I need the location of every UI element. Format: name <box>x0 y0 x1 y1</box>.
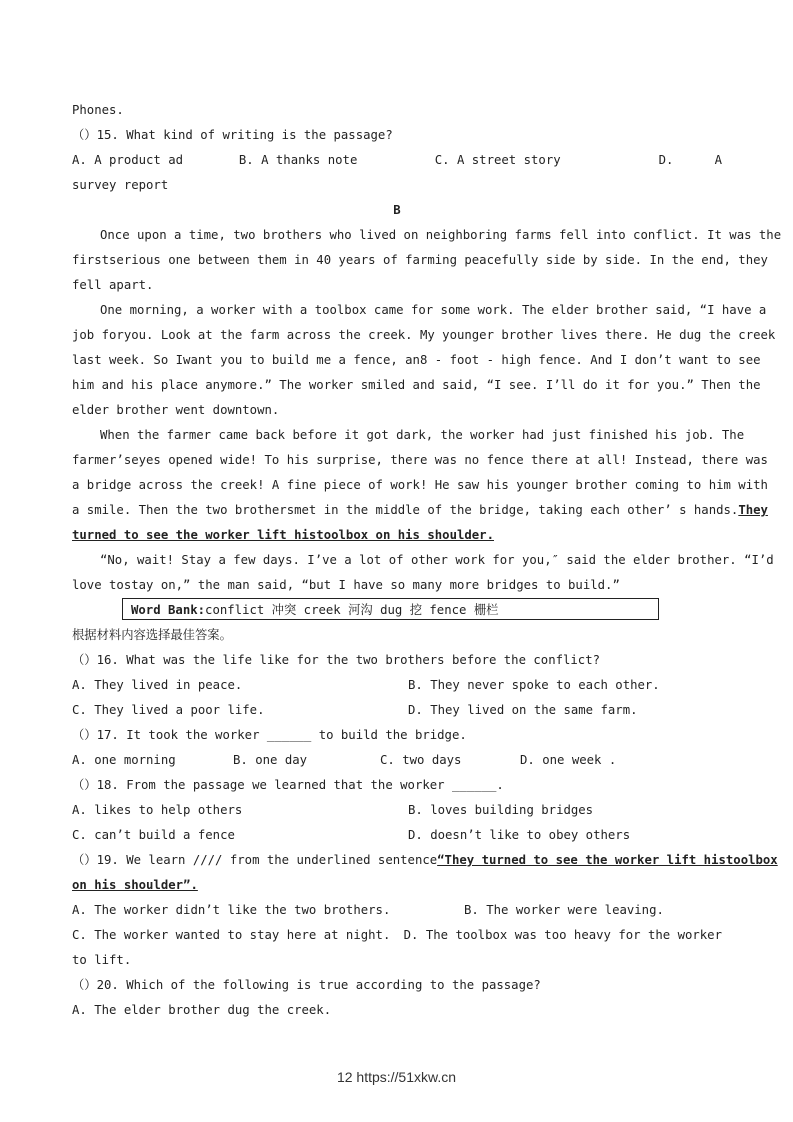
passage-line: job foryou. Look at the farm across the creek. My younger brother lives there. He dug the creek <box>72 328 776 342</box>
passage-line: last week. So Iwant you to build me a fence, an8 - foot - high fence. And I don’t want to see <box>72 353 761 367</box>
text-line: Phones. <box>72 103 124 117</box>
passage-line <box>72 523 722 548</box>
question-18-options <box>72 823 722 848</box>
section-heading: B <box>393 203 401 217</box>
question-19-text: （）19. We learn //// from the underlined sentence <box>72 853 438 867</box>
question-19-cont <box>72 873 722 898</box>
question-15-option-d-cont: survey report <box>72 178 169 192</box>
passage-line: Once upon a time, two brothers who lived on neighboring farms fell into conflict. It was the <box>100 228 782 242</box>
question-16-options <box>72 673 722 698</box>
option-a: A. A product ad <box>72 153 184 167</box>
word-bank-label: Word Bank: <box>131 603 206 617</box>
passage-line <box>72 498 768 523</box>
option-d: D. <box>658 153 674 167</box>
option-b: B. A thanks note <box>238 153 358 167</box>
option-d: D. one week . <box>520 753 617 767</box>
question-18: （）18. From the passage we learned that the worker ______. <box>72 778 504 792</box>
passage-text: a smile. Then the two brothersmet in the middle of the bridge, taking each other’ s hands. <box>72 503 739 517</box>
passage-line: “No, wait! Stay a few days. I’ve a lot of other work for you,″ said the elder brother. “I’d <box>100 553 774 567</box>
option-c: C. The worker wanted to stay here at night. <box>72 928 391 942</box>
option-d-text: A <box>714 153 722 167</box>
passage-line: a bridge across the creek! A fine piece of work! He saw his younger brother coming to him with <box>72 478 768 492</box>
passage-line: fell apart. <box>72 278 154 292</box>
option-a: A. likes to help others <box>72 803 243 817</box>
passage-line: him and his place anymore.” The worker smiled and said, “I see. I’ll do it for you.” Then the <box>72 378 761 392</box>
question-19-option-d-cont: to lift. <box>72 953 132 967</box>
question-19-quote: “They turned to see the worker lift histoolbox <box>437 853 778 867</box>
passage-line: One morning, a worker with a toolbox came for some work. The elder brother said, “I have a <box>100 303 767 317</box>
option-d: D. The toolbox was too heavy for the worker <box>403 928 722 942</box>
question-18-options <box>72 798 722 823</box>
passage-line: love tostay on,” the man said, “but I have so many more bridges to build.” <box>72 578 620 592</box>
question-19-quote-end: on his shoulder”. <box>72 878 198 892</box>
page-footer: 12 https://51xkw.cn <box>336 1069 457 1085</box>
question-19-options <box>72 923 722 948</box>
question-19-options <box>72 898 722 923</box>
word-bank-box <box>122 598 659 620</box>
passage-line: firstserious one between them in 40 years of farming peacefully side by side. In the end, they <box>72 253 768 267</box>
question-16-options <box>72 698 722 723</box>
option-d: D. doesn’t like to obey others <box>408 828 631 842</box>
option-d: D. They lived on the same farm. <box>408 703 638 717</box>
passage-line: elder brother went downtown. <box>72 403 280 417</box>
option-a: A. one morning <box>72 753 176 767</box>
option-b: B. The worker were leaving. <box>464 903 664 917</box>
option-a: A. They lived in peace. <box>72 678 243 692</box>
question-17-options <box>72 748 722 773</box>
option-c: C. They lived a poor life. <box>72 703 265 717</box>
document-content <box>72 98 782 1023</box>
option-c: C. two days <box>380 753 462 767</box>
underlined-sentence-start: They <box>738 503 768 517</box>
passage-line: When the farmer came back before it got dark, the worker had just finished his job. The <box>100 428 745 442</box>
word-bank-row <box>72 598 722 623</box>
underlined-sentence-end: turned to see the worker lift histoolbox on his shoulder. <box>72 528 494 542</box>
instruction: 根据材料内容选择最佳答案。 <box>72 628 232 642</box>
option-c: C. can’t build a fence <box>72 828 235 842</box>
question-15-options <box>72 148 722 173</box>
option-a: A. The elder brother dug the creek. <box>72 1003 332 1017</box>
passage-line: farmer’seyes opened wide! To his surprise, there was no fence there at all! Instead, there was <box>72 453 768 467</box>
question-16: （）16. What was the life like for the two brothers before the conflict? <box>72 653 601 667</box>
question-15: （）15. What kind of writing is the passage? <box>72 128 393 142</box>
option-b: B. loves building bridges <box>408 803 594 817</box>
question-19 <box>72 848 778 873</box>
option-b: B. one day <box>233 753 308 767</box>
question-20: （）20. Which of the following is true according to the passage? <box>72 978 541 992</box>
question-17: （）17. It took the worker ______ to build the bridge. <box>72 728 467 742</box>
option-c: C. A street story <box>434 153 561 167</box>
option-a: A. The worker didn’t like the two brothers. <box>72 903 391 917</box>
word-bank-text: conflict 冲突 creek 河沟 dug 挖 fence 栅栏 <box>205 603 499 617</box>
option-b: B. They never spoke to each other. <box>408 678 660 692</box>
